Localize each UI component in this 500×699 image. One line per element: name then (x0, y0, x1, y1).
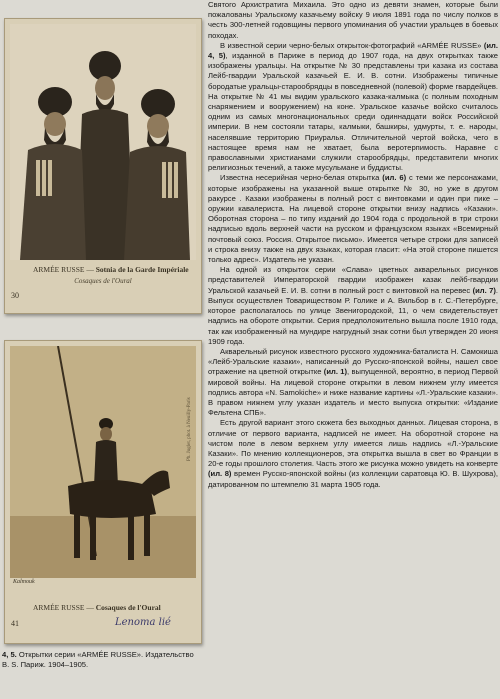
mounted-cossack-illustration (10, 346, 196, 578)
paragraph-text: На одной из открыток серии «Слава» цветных акварельных рисунков представителей Императорской гвардии изображен казак лейб-гвардии Уральской казачьей Е. И. В. сотни в полный рост с винтовкой на перевес (208, 265, 498, 295)
paragraph-text: времен Русско-японской войны (из коллекции саратовца Ю. В. Шухрова), датированном по штемпелю 31 марта 1905 года. (208, 469, 498, 489)
series-label: ARMÉE RUSSE — (33, 603, 94, 612)
cossack-trio-photo (10, 24, 196, 260)
article-paragraph: Святого Архистратига Михаила. Это одно из девяти знамен, которые были пожалованы Уральскому казачьему войску 9 июля 1891 года по числу полков в честь 300-летней годовщины первого упоминания об участии уральцев в боевых походах. (208, 0, 498, 40)
figure-caption-text: Открытки серии «ARMÉE RUSSE». Издательство В. S. Париж. 1904–1905. (2, 650, 194, 669)
postcard-caption (33, 265, 195, 274)
series-label: ARMÉE RUSSE — (33, 265, 94, 274)
figure-reference: (ил. 7) (472, 285, 496, 295)
article-paragraph (208, 418, 498, 489)
photographer-note: Ph. Juglet, phot. à Neuilly-Paris (187, 397, 192, 461)
postcard-title: Cosaques de l'Oural (95, 603, 161, 612)
postcard-caption (33, 603, 195, 612)
paragraph-text: , изданной в Париже в период до 1907 года, на двух открытках также изображены уральцы. На открытке № 30 представлены три казака из состава Лейб-гвардии Уральской казачьей Е. И. В. сотни. Изображены типичные бородатые уральцы-старообрядцы в повседневной (полевой) форме гвардейцев. На открытке № 41 мы видим уральского казака-калмыка (с полным походным снаряжением и вооружением) на коне. Уральское казачье войско считалось одним из самых многонациональных среди одиннадцати войск Российской империи. В нем состояли татары, калмыки, башкиры, удмурты, т. е. народы, населявшие территорию Приуралья. Отличительной чертой войска, чего в настоящее время нам не хватает, была веротерпимость. Наравне с православными христианами служили старообрядцы, представители многих религиозных течений, а также мусульмане и буддисты. (208, 51, 498, 173)
paragraph-text: Известна несерийная черно-белая открытка (220, 173, 383, 183)
figure-reference: (ил. 6) (382, 173, 407, 183)
handwritten-note: Lenoma lié (115, 617, 171, 628)
postcard-subtitle: Cosaques de l'Oural (74, 277, 132, 285)
mounted-cossack-photo (10, 346, 196, 578)
paragraph-text: , выпущенной, вероятно, в период Первой мировой войны. На лицевой стороне открытки в левом нижнем углу имеется подпись автора «N. Samokiche» и ниже название картины «Л.-Уральские казаки». В правом нижнем углу указан издатель и место выпуска открытки: «Издание Фельтена СПБ». (208, 367, 498, 418)
postcard-title: Sotnia de la Garde Impériale (95, 265, 189, 274)
article-paragraph (208, 265, 498, 347)
figure-caption (2, 650, 202, 670)
paragraph-text: Акварельный рисунок известного русского художника-баталиста Н. Самокиша «Лейб-Уральские казаки», написанный до Русско-японской войны, нашел свое отражение на цветной открытке (208, 346, 498, 377)
article-paragraph (208, 41, 498, 174)
article-body (208, 0, 498, 699)
left-column (0, 0, 205, 699)
article-paragraph (208, 173, 498, 265)
postcard-number: 41 (11, 619, 19, 628)
figure-numbers: 4, 5. (2, 650, 17, 659)
postcard-subtitle: Kalmouk (13, 579, 35, 585)
paragraph-text: с теми же персонажами, которые изображены на указанной выше открытке № 30, но уже в другом ракурсе . Казаки изображены в полный рост с винтовками и один при пике – оружии кавалериста. На лицевой стороне открытки внизу надпись «Казаки». Оборотная сторона – по типу изданий до 1904 года с продольной в три строки надписью вдоль верхней части на русском и французском языках «Всемирный почтовый союз. Россия. Открытое письмо». Имеется четыре строки для записей и строка внизу также на двух языках, которая гласит: «На этой стороне пишется только адрес». Издатель не указан. (208, 173, 498, 265)
paragraph-text: В известной серии черно-белых открыток-фотографий «ARMÉE RUSSE» (220, 40, 484, 50)
figure-reference: (ил. 1) (323, 367, 348, 377)
article-paragraph (208, 347, 498, 418)
paragraph-text: . Выпуск осуществлен Товариществом Р. Голике и А. Вильбор в г. С.-Петербурге, которое располагалось по улице Звенигородской, 11, о чем свидетельствует надпись на обороте открытки. Серия предположительно вышла после 1910 года, так как изображенный на мундире нагрудный знак сотни был утвержден 20 июня 1909 года. (208, 285, 498, 346)
postcard-41 (4, 340, 202, 644)
postcard-30 (4, 18, 202, 314)
postcard-number: 30 (11, 291, 19, 300)
figure-reference: (ил. 8) (208, 469, 232, 479)
three-cossacks-illustration (10, 24, 196, 260)
paragraph-text: Есть другой вариант этого сюжета без выходных данных. Лицевая сторона, в отличие от первого варианта, надписей не имеет. На оборотной стороне на чистом поле в левом верхнем углу имеется лишь надпись «Л.-Уральские Казаки». По мнению коллекционеров, эта открытка вышла в свет во Франции в 20-е годы прошлого столетия. Часть этого же рисунка можно увидеть на конверте (208, 418, 498, 469)
figure-reference: (ил. 4, 5) (208, 40, 498, 61)
